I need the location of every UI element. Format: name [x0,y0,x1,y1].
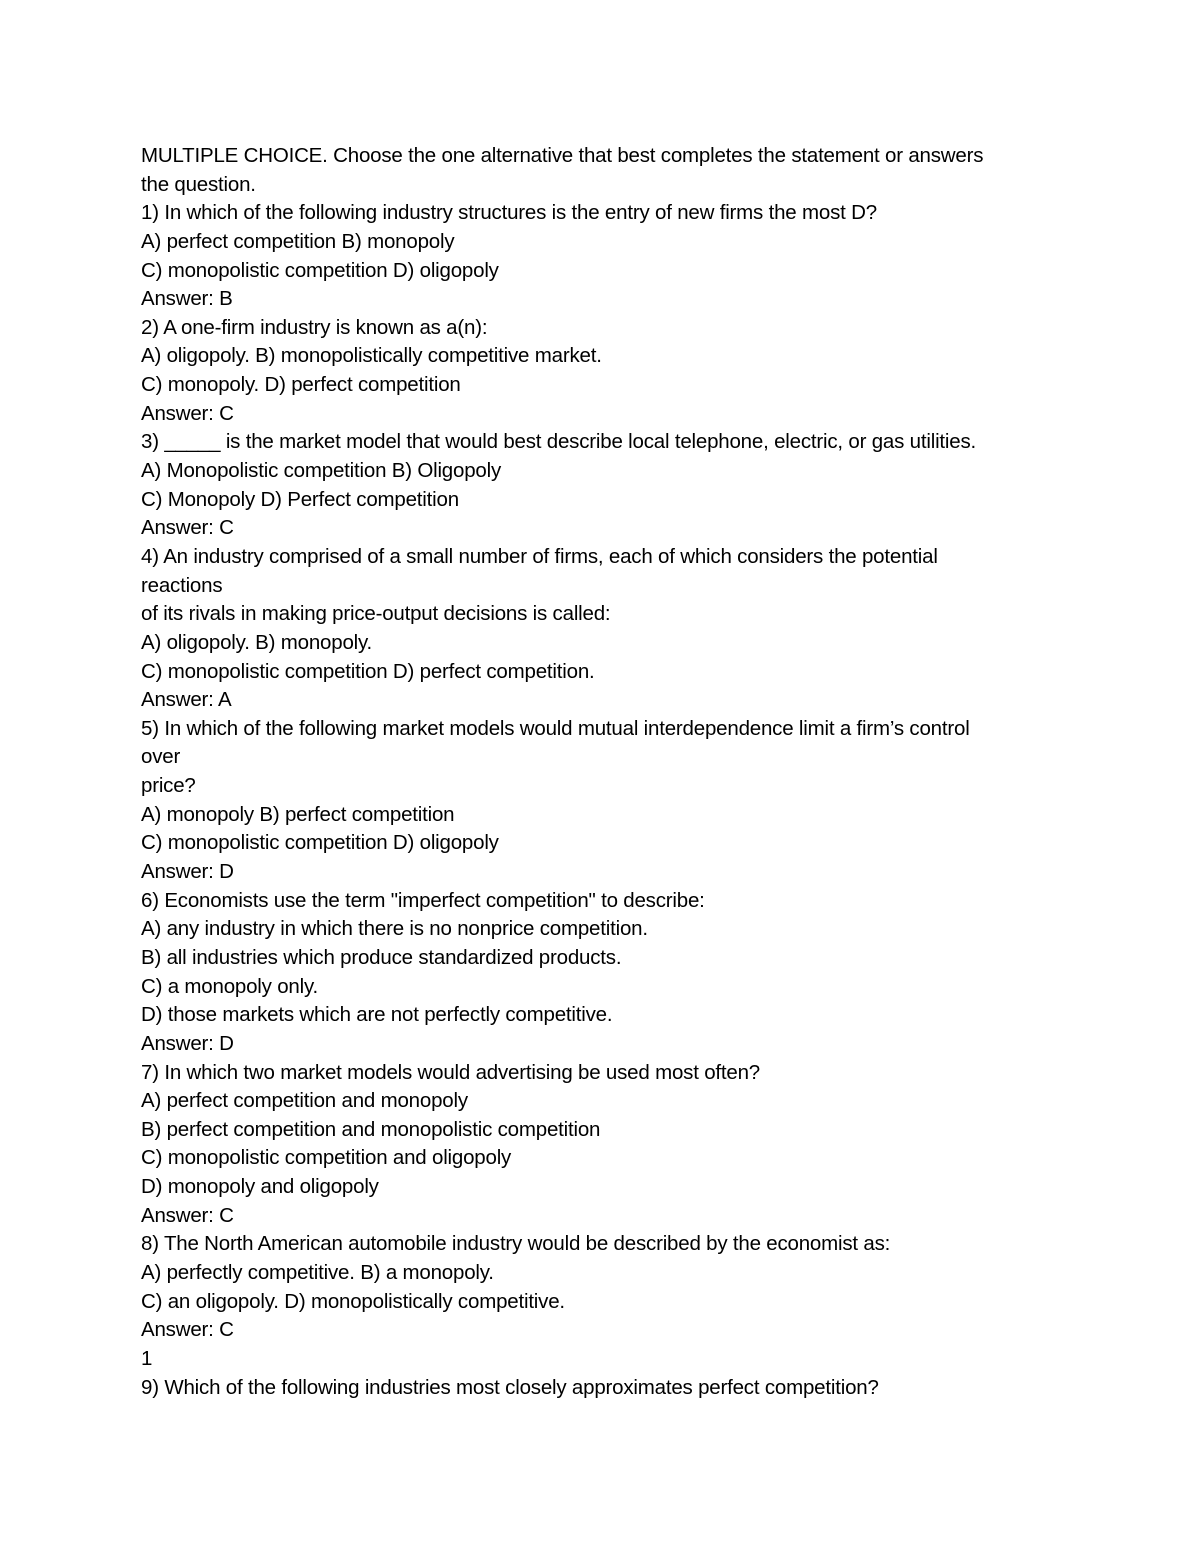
question-4: of its rivals in making price-output decisions is called: [141,602,611,626]
question-6-answer: Answer: D [141,1031,234,1055]
question-7-options: B) perfect competition and monopolistic competition [141,1117,601,1141]
question-7-options: C) monopolistic competition and oligopoly [141,1146,512,1170]
question-1-options: A) perfect competition B) monopoly [141,229,455,253]
question-4-answer: Answer: A [141,688,232,712]
question-3-options: A) Monopolistic competition B) Oligopoly [141,459,502,483]
question-4-options: A) oligopoly. B) monopoly. [141,630,373,654]
instructions-line: MULTIPLE CHOICE. Choose the one alternative that best completes the statement or answers [141,144,984,167]
question-4: reactions [141,573,223,597]
question-7-answer: Answer: C [141,1203,234,1227]
question-6-options: B) all industries which produce standardized products. [141,945,622,969]
question-1-answer: Answer: B [141,287,233,311]
question-1: 1) In which of the following industry structures is the entry of new firms the most D? [141,201,877,225]
question-8-answer: Answer: C [141,1318,234,1342]
question-8-options: C) an oligopoly. D) monopolistically competitive. [141,1289,565,1313]
question-4-options: C) monopolistic competition D) perfect competition. [141,659,595,683]
document-text [141,142,1071,1402]
question-3: 3) _____ is the market model that would best describe local telephone, electric, or gas utilities. [141,430,977,454]
question-5-options: A) monopoly B) perfect competition [141,802,455,826]
question-5-options: C) monopolistic competition D) oligopoly [141,831,499,855]
question-5: 5) In which of the following market models would mutual interdependence limit a firm’s control [141,716,970,740]
question-7-options: A) perfect competition and monopoly [141,1089,468,1113]
question-6-options: C) a monopoly only. [141,974,318,998]
question-6: 6) Economists use the term "imperfect competition" to describe: [141,888,705,912]
question-2-options: A) oligopoly. B) monopolistically competitive market. [141,344,602,368]
instructions-line: the question. [141,172,256,196]
question-6-options: A) any industry in which there is no nonprice competition. [141,917,648,941]
question-5: over [141,745,181,769]
question-7: 7) In which two market models would advertising be used most often? [141,1060,760,1084]
question-1-options: C) monopolistic competition D) oligopoly [141,258,499,282]
question-2-answer: Answer: C [141,401,234,425]
question-5: price? [141,774,196,798]
question-9: 9) Which of the following industries most closely approximates perfect competition? [141,1375,879,1399]
question-5-answer: Answer: D [141,860,234,884]
question-2-options: C) monopoly. D) perfect competition [141,373,461,397]
question-4: 4) An industry comprised of a small number of firms, each of which considers the potential [141,544,938,568]
question-8-options: A) perfectly competitive. B) a monopoly. [141,1260,494,1284]
question-3-answer: Answer: C [141,516,234,540]
page-number: 1 [141,1346,153,1370]
question-6-options: D) those markets which are not perfectly competitive. [141,1003,613,1027]
question-2: 2) A one-firm industry is known as a(n): [141,315,488,339]
question-7-options: D) monopoly and oligopoly [141,1175,379,1199]
question-8: 8) The North American automobile industry would be described by the economist as: [141,1232,891,1256]
question-3-options: C) Monopoly D) Perfect competition [141,487,459,511]
